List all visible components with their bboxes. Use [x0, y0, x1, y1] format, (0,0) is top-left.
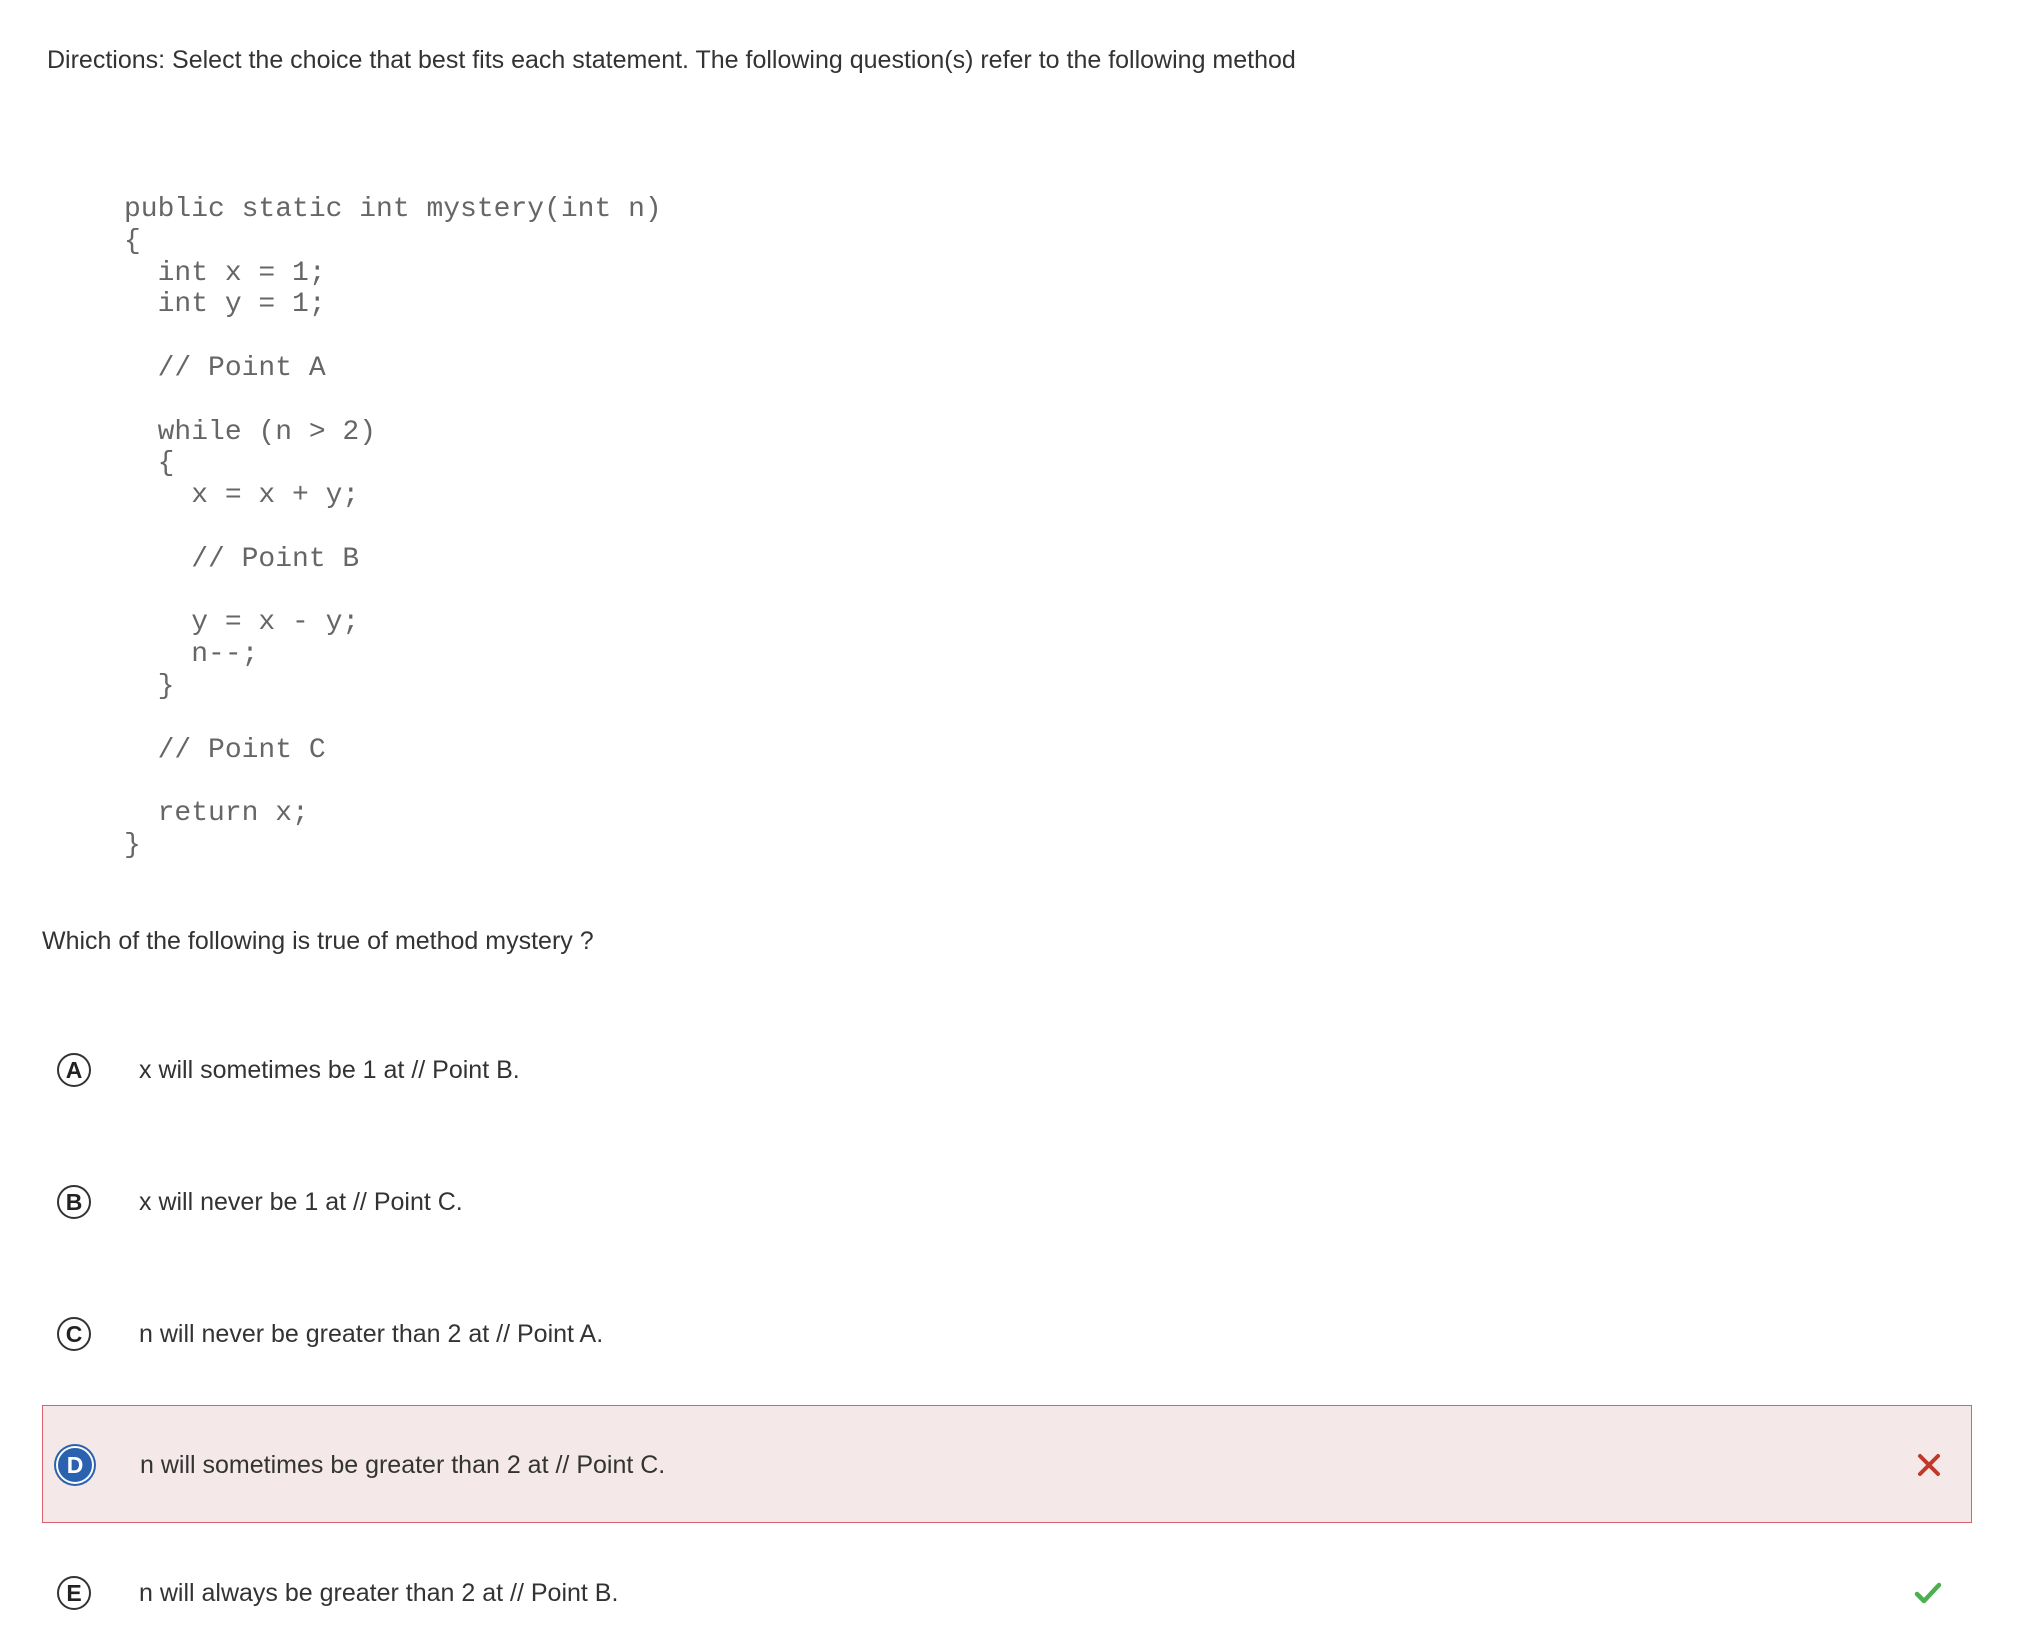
choice-e-text[interactable]: n will always be greater than 2 at // Point B.: [139, 1579, 619, 1607]
directions-text: Directions: Select the choice that best fits each statement. The following question(s) refer to the following method: [47, 46, 1296, 74]
code-line: [124, 766, 662, 798]
code-line: {: [124, 448, 175, 480]
code-line: // Point A: [124, 352, 326, 384]
code-line: x = x + y;: [124, 480, 360, 512]
code-line: [124, 512, 662, 544]
code-line: int y = 1;: [124, 289, 326, 321]
code-line: public static int mystery(int n): [124, 194, 662, 225]
code-line: [124, 703, 662, 735]
code-line: {: [124, 225, 141, 257]
choice-a-letter[interactable]: A: [57, 1053, 91, 1087]
choice-a-text[interactable]: x will sometimes be 1 at // Point B.: [139, 1056, 520, 1084]
code-line: return x;: [124, 798, 309, 830]
code-line: [124, 321, 662, 353]
choice-c-text[interactable]: n will never be greater than 2 at // Point A.: [139, 1320, 604, 1348]
checkmark-icon: [1912, 1577, 1944, 1609]
choice-e[interactable]: [42, 1540, 1972, 1640]
code-line: while (n > 2): [124, 416, 377, 448]
code-line: n--;: [124, 639, 259, 671]
code-line: }: [124, 829, 141, 861]
close-x-icon: [1913, 1449, 1945, 1481]
choice-e-letter[interactable]: E: [57, 1576, 91, 1610]
code-block: [124, 194, 662, 862]
code-line: // Point C: [124, 734, 326, 766]
code-line: int x = 1;: [124, 257, 326, 289]
choice-d-text[interactable]: n will sometimes be greater than 2 at // Point C.: [140, 1451, 666, 1479]
choice-d[interactable]: [42, 1405, 1972, 1523]
question-text: Which of the following is true of method mystery ?: [42, 927, 594, 955]
choice-d-letter[interactable]: D: [58, 1448, 92, 1482]
code-line: // Point B: [124, 543, 360, 575]
code-line: }: [124, 670, 175, 702]
choice-c-letter[interactable]: C: [57, 1317, 91, 1351]
choice-a[interactable]: [42, 1014, 1972, 1126]
choice-b[interactable]: [42, 1146, 1972, 1258]
code-line: [124, 385, 662, 417]
code-line: [124, 576, 662, 608]
choice-b-letter[interactable]: B: [57, 1185, 91, 1219]
choice-c[interactable]: [42, 1278, 1972, 1390]
code-line: y = x - y;: [124, 607, 360, 639]
choice-b-text[interactable]: x will never be 1 at // Point C.: [139, 1188, 463, 1216]
